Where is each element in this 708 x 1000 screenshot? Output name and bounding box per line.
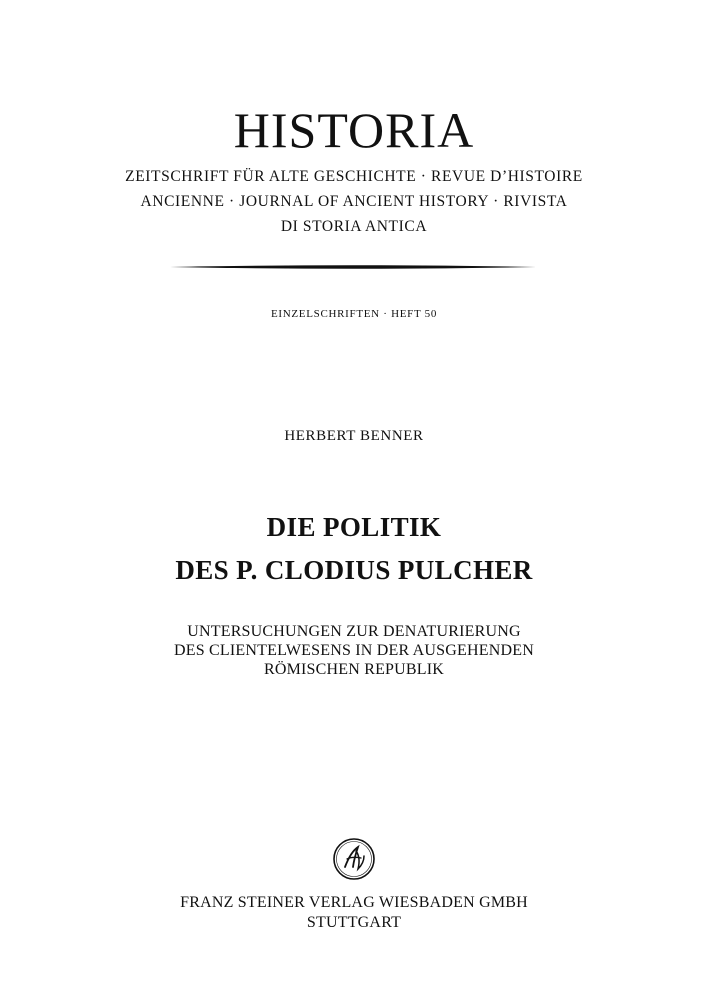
series-issue: EINZELSCHRIFTEN · HEFT 50 xyxy=(270,308,438,320)
series-title: HISTORIA xyxy=(233,102,475,158)
book-subtitle-line-2: DES CLIENTELWESENS IN DER AUSGEHENDEN xyxy=(174,642,534,659)
publisher-city: STUTTGART xyxy=(306,914,402,931)
book-subtitle-line-3: RÖMISCHEN REPUBLIK xyxy=(263,661,445,678)
series-subtitle-line-2: ANCIENNE · JOURNAL OF ANCIENT HISTORY · RIVISTA xyxy=(140,193,568,210)
series-subtitle-line-1: ZEITSCHRIFT FÜR ALTE GESCHICHTE · REVUE D’HISTOIRE xyxy=(125,168,583,185)
publisher-monogram-icon xyxy=(332,837,376,881)
book-title-line-2: DES P. CLODIUS PULCHER xyxy=(175,555,533,585)
publisher-name: FRANZ STEINER VERLAG WIESBADEN GMBH xyxy=(180,894,528,911)
book-subtitle-line-1: UNTERSUCHUNGEN ZUR DENATURIERUNG xyxy=(187,623,521,640)
series-subtitle-line-3: DI STORIA ANTICA xyxy=(280,218,428,235)
author-name: HERBERT BENNER xyxy=(284,428,424,444)
book-title-line-1: DIE POLITIK xyxy=(266,512,442,542)
decorative-rule xyxy=(170,263,536,271)
